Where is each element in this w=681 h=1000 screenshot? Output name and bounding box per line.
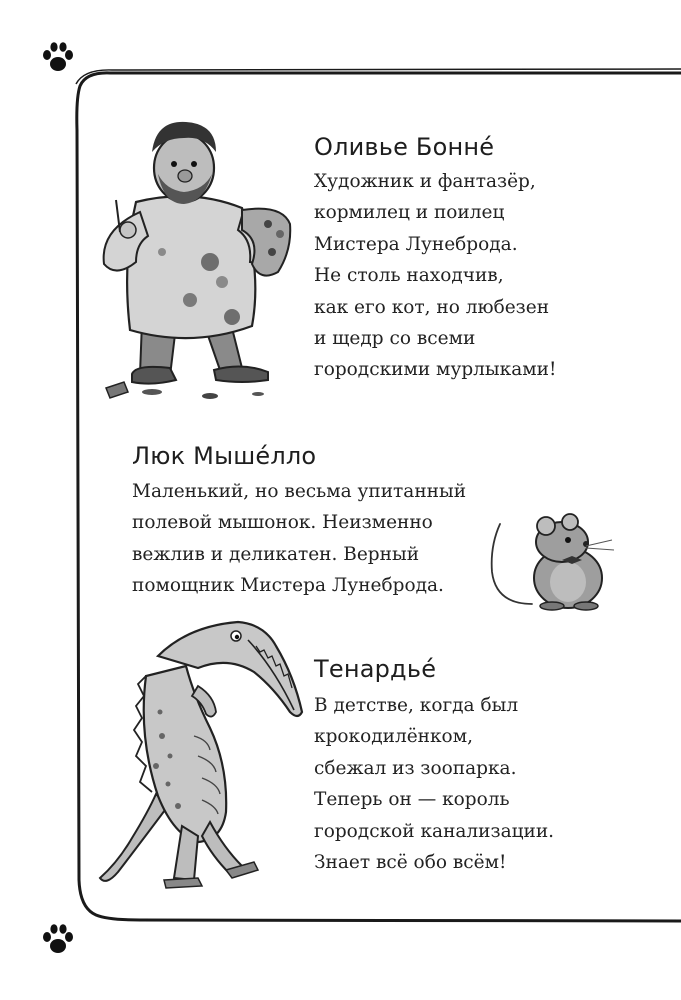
description-line: помощник Мистера Лунеброда. <box>132 575 444 597</box>
description-line: как его кот, но любезен <box>314 296 550 318</box>
description-line: В детстве, когда был <box>314 695 519 716</box>
crocodile-illustration <box>98 616 313 911</box>
description-line: кормилец и поилец <box>314 202 505 224</box>
character-description-thenardier <box>314 690 554 878</box>
description-line: городской канализации. <box>314 820 555 842</box>
character-name-thenardier: Тенардье́ <box>314 655 437 683</box>
paw-print-icon <box>38 38 78 78</box>
painter-illustration <box>92 112 302 402</box>
character-description-olivier <box>314 166 556 386</box>
description-line: Не столь находчив, <box>314 265 504 287</box>
description-line: Маленький, но весьма упитанный <box>132 481 467 502</box>
character-description-luke <box>132 476 466 602</box>
description-line: и щедр со всеми <box>314 328 476 350</box>
paw-print-icon <box>38 920 78 960</box>
description-line: сбежал из зоопарка. <box>314 757 517 779</box>
character-name-luke: Люк Мыше́лло <box>132 442 317 470</box>
description-line: Теперь он — король <box>314 789 510 811</box>
description-line: полевой мышонок. Неизменно <box>132 512 433 534</box>
mouse-illustration <box>488 512 623 612</box>
description-line: крокодилёнком, <box>314 726 473 748</box>
description-line: городскими мурлыками! <box>314 359 557 381</box>
description-line: Художник и фантазёр, <box>314 171 536 192</box>
description-line: вежлив и деликатен. Верный <box>132 543 420 565</box>
description-line: Мистера Лунеброда. <box>314 233 518 255</box>
character-name-olivier: Оливье Бонне́ <box>314 133 495 161</box>
description-line: Знает всё обо всём! <box>314 852 507 874</box>
